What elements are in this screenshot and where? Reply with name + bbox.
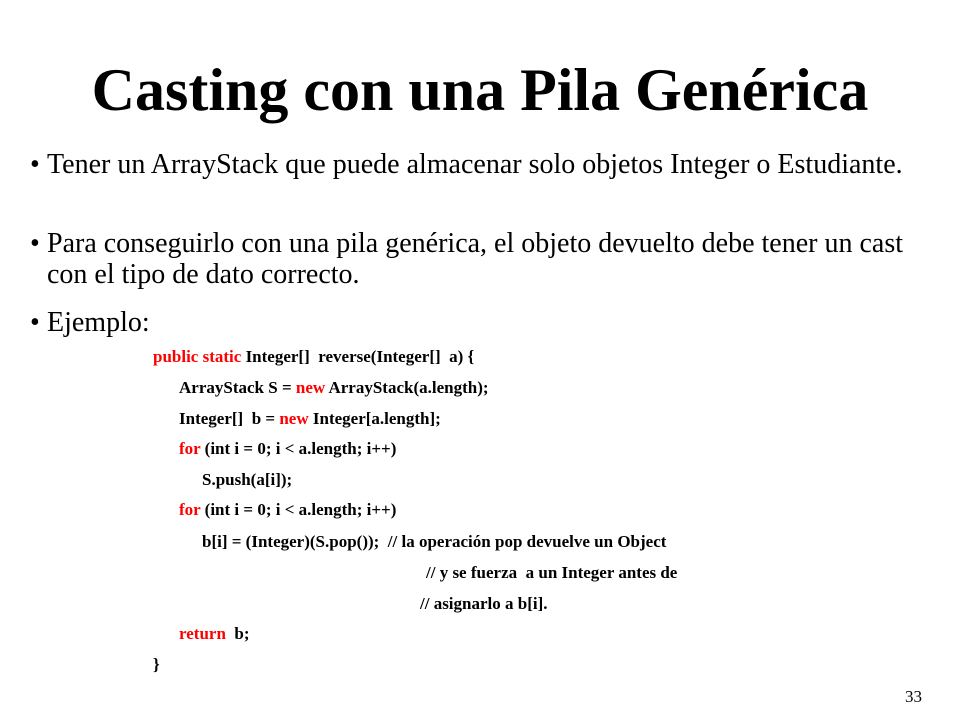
bullet-marker: • [30, 307, 40, 338]
code-text: Integer[a.length]; [308, 409, 441, 428]
code-text: } [153, 655, 160, 674]
bullet-text: Tener un ArrayStack que puede almacenar solo objetos Integer o Estudiante. [47, 149, 903, 180]
code-line [153, 654, 160, 676]
code-line [202, 531, 666, 553]
code-text: ArrayStack(a.length); [325, 378, 489, 397]
code-text: b[i] = (Integer)(S.pop()); // la operación pop devuelve un Object [202, 532, 667, 551]
code-line [426, 562, 677, 584]
code-keyword: public static [153, 347, 242, 366]
code-line [179, 438, 396, 460]
code-text: (int i = 0; i < a.length; i++) [200, 500, 397, 519]
code-keyword: new [295, 378, 326, 397]
code-line [202, 469, 292, 491]
code-text: Integer[] reverse(Integer[] a) { [241, 347, 475, 366]
code-text: ArrayStack S = [179, 378, 296, 397]
bullet-text: Ejemplo: [47, 307, 150, 338]
code-keyword: for [179, 439, 201, 458]
code-line [179, 377, 489, 399]
bullet-item [30, 228, 910, 290]
code-comment: // y se fuerza a un Integer antes de [426, 563, 678, 582]
code-line [420, 593, 548, 615]
code-text: (int i = 0; i < a.length; i++) [200, 439, 397, 458]
bullet-item [30, 149, 910, 180]
slide-title: Casting con una Pila Genérica [91, 57, 869, 123]
bullet-item [30, 307, 910, 338]
code-keyword: for [179, 500, 201, 519]
code-line [179, 499, 396, 521]
code-keyword: new [279, 409, 309, 428]
code-comment: // asignarlo a b[i]. [420, 594, 548, 613]
bullet-marker: • [30, 149, 40, 180]
code-text: b; [225, 624, 250, 643]
code-line [179, 623, 250, 645]
code-text: Integer[] b = [179, 409, 280, 428]
bullet-text: Para conseguirlo con una pila genérica, el objeto devuelto debe tener un cast con el tipo de dato correcto. [47, 228, 903, 290]
code-keyword: return [179, 624, 226, 643]
bullet-marker: • [30, 228, 40, 259]
page-number: 33 [905, 687, 922, 706]
code-text: S.push(a[i]); [202, 470, 293, 489]
code-line [179, 408, 441, 430]
code-line [153, 346, 474, 368]
